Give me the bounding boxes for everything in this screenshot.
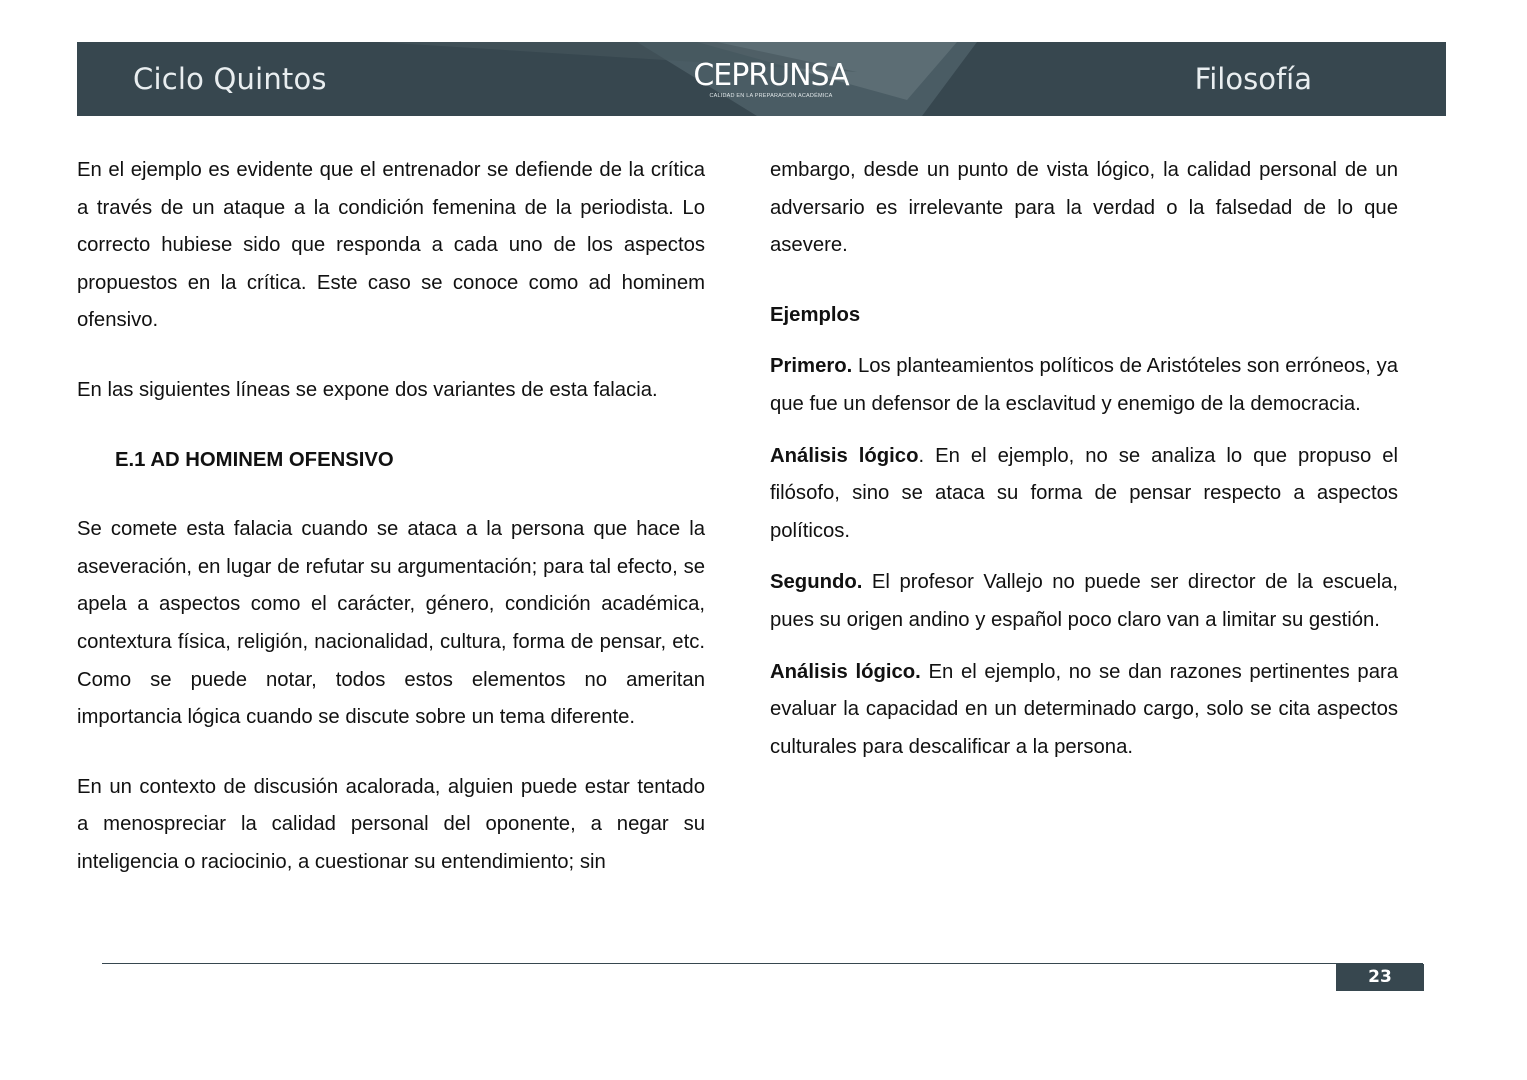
analysis-first [770, 438, 1398, 551]
example-text: Los planteamientos políticos de Aristóteles son erróneos, ya que fue un defensor de la esclavitud y enemigo de la democracia. [770, 355, 1398, 415]
right-column [770, 152, 1398, 766]
analysis-second [770, 654, 1398, 767]
example-text: El profesor Vallejo no puede ser director de la escuela, pues su origen andino y español poco claro van a limitar su gestión. [770, 571, 1398, 631]
ceprunsa-logo [686, 58, 856, 99]
course-title: Ciclo Quintos [133, 62, 327, 96]
logo-tagline: CALIDAD EN LA PREPARACIÓN ACADÉMICA [709, 93, 833, 99]
analysis-label: Análisis lógico [770, 444, 919, 467]
paragraph: En un contexto de discusión acalorada, alguien puede estar tentado a menospreciar la calidad personal del oponente, a negar su inteligencia o raciocinio, a cuestionar su entendimiento; sin [77, 775, 705, 873]
paragraph: En el ejemplo es evidente que el entrenador se defiende de la crítica a través de un ataque a la condición femenina de la periodista. Lo correcto hubiese sido que responda a cada uno de los aspectos propuestos en la crítica. Este caso se conoce como ad hominem ofensivo. [77, 159, 705, 332]
example-second [770, 564, 1398, 639]
paragraph: Se comete esta falacia cuando se ataca a la persona que hace la aseveración, en lugar de refutar su argumentación; para tal efecto, se apela a aspectos como el carácter, género, condición académica, contextura física, religión, nacionalidad, cultura, forma de pensar, etc. Como se puede notar, todos estos elementos no ameritan importancia lógica cuando se discute sobre un tema diferente. [77, 518, 705, 729]
paragraph: En las siguientes líneas se expone dos variantes de esta falacia. [77, 378, 658, 401]
analysis-text: . En el ejemplo, no se analiza lo que propuso el filósofo, sino se ataca su forma de pensar respecto a aspectos políticos. [770, 444, 1398, 542]
paragraph: embargo, desde un punto de vista lógico, la calidad personal de un adversario es irrelevante para la verdad o la falsedad de lo que asevere. [770, 159, 1398, 257]
section-heading: E.1 AD HOMINEM OFENSIVO [115, 448, 394, 471]
page-header [77, 42, 1446, 116]
footer-divider [102, 963, 1423, 964]
analysis-text: En el ejemplo, no se dan razones pertinentes para evaluar la capacidad en un determinado cargo, solo se cita aspectos culturales para descalificar a la persona. [770, 660, 1399, 758]
example-label: Segundo. [770, 571, 863, 594]
subject-title: Filosofía [1194, 62, 1312, 96]
example-first [770, 348, 1398, 423]
logo-text: CEPRUNSA [693, 58, 849, 93]
left-column [77, 152, 705, 882]
page-number: 23 [1336, 964, 1424, 991]
example-label: Primero. [770, 355, 853, 378]
examples-heading: Ejemplos [770, 303, 861, 326]
analysis-label: Análisis lógico. [770, 660, 921, 683]
